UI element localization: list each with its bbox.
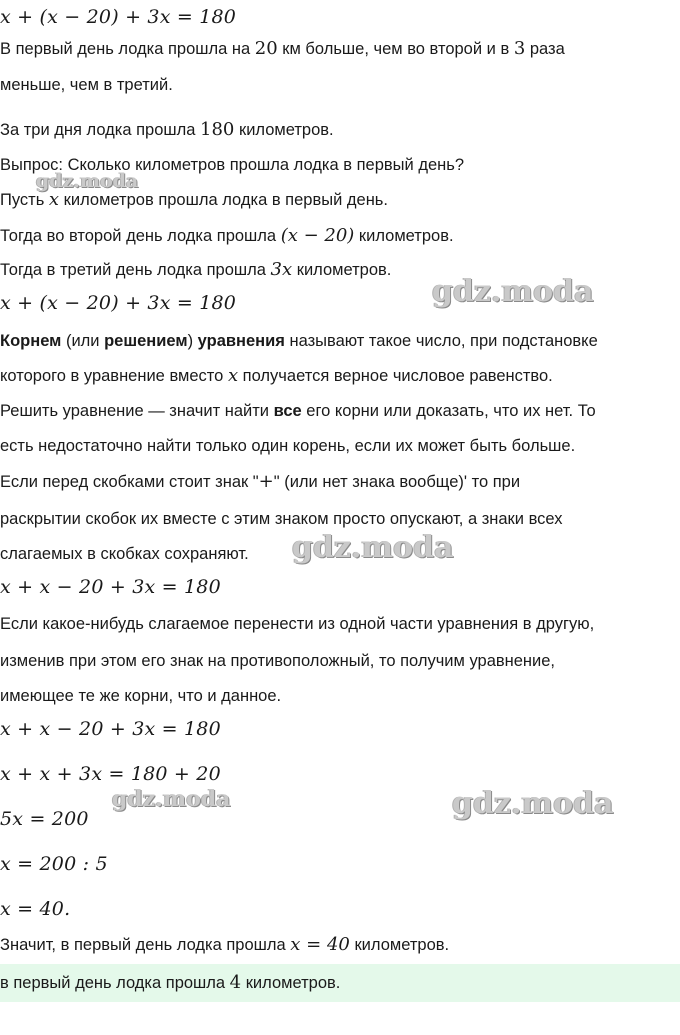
text-line: В первый день лодка прошла на 20 км больше, чем во второй и в 3 раза — [0, 38, 565, 59]
equation-line: x = 200 : 5 — [0, 853, 108, 875]
watermark: gdz.moda — [112, 786, 231, 812]
rule-line: имеющее те же корни, что и данное. — [0, 687, 282, 705]
rule-line: изменив при этом его знак на противоположный, то получим уравнение, — [0, 652, 556, 670]
answer-text: в первый день лодка прошла 4 километров. — [0, 972, 341, 993]
watermark: gdz.moda — [292, 530, 454, 565]
watermark: gdz.moda — [452, 786, 614, 821]
text-line: Решить уравнение — значит найти все его корни или доказать, что их нет. То — [0, 402, 596, 420]
equation-line: x = 40. — [0, 898, 71, 920]
definition-line: Корнем (или решением) уравнения называют такое число, при подстановке — [0, 332, 598, 350]
text-line: меньше, чем в третий. — [0, 76, 173, 94]
text-line: Тогда во второй день лодка прошла (x − 20) километров. — [0, 225, 454, 246]
rule-line: Если перед скобками стоит знак "+" (или нет знака вообще)' то при — [0, 471, 521, 492]
watermark: gdz.moda — [36, 170, 139, 192]
definition-line: которого в уравнение вместо x получается верное числовое равенство. — [0, 365, 553, 386]
equation-line: x + x + 3x = 180 + 20 — [0, 763, 221, 785]
text-line: Тогда в третий день лодка прошла 3x километров. — [0, 259, 392, 280]
equation-line: x + x − 20 + 3x = 180 — [0, 718, 221, 740]
text-line: За три дня лодка прошла 180 километров. — [0, 119, 334, 140]
conclusion-line: Значит, в первый день лодка прошла x = 40 километров. — [0, 934, 450, 955]
equation-line: x + (x − 20) + 3x = 180 — [0, 6, 237, 28]
text-line: Пусть x километров прошла лодка в первый день. — [0, 189, 388, 210]
watermark: gdz.moda — [432, 274, 594, 309]
equation-line: 5x = 200 — [0, 808, 89, 830]
answer-box — [0, 964, 680, 1002]
equation-line: x + (x − 20) + 3x = 180 — [0, 292, 237, 314]
text-line: есть недостаточно найти только один корень, если их может быть больше. — [0, 437, 576, 455]
question-line: Выпрос: Сколько километров прошла лодка в первый день? — [0, 156, 465, 174]
equation-line: x + x − 20 + 3x = 180 — [0, 576, 221, 598]
rule-line: раскрытии скобок их вместе с этим знаком просто опускают, а знаки всех — [0, 510, 563, 528]
rule-line: слагаемых в скобках сохраняют. — [0, 545, 249, 563]
rule-line: Если какое-нибудь слагаемое перенести из одной части уравнения в другую, — [0, 615, 595, 633]
